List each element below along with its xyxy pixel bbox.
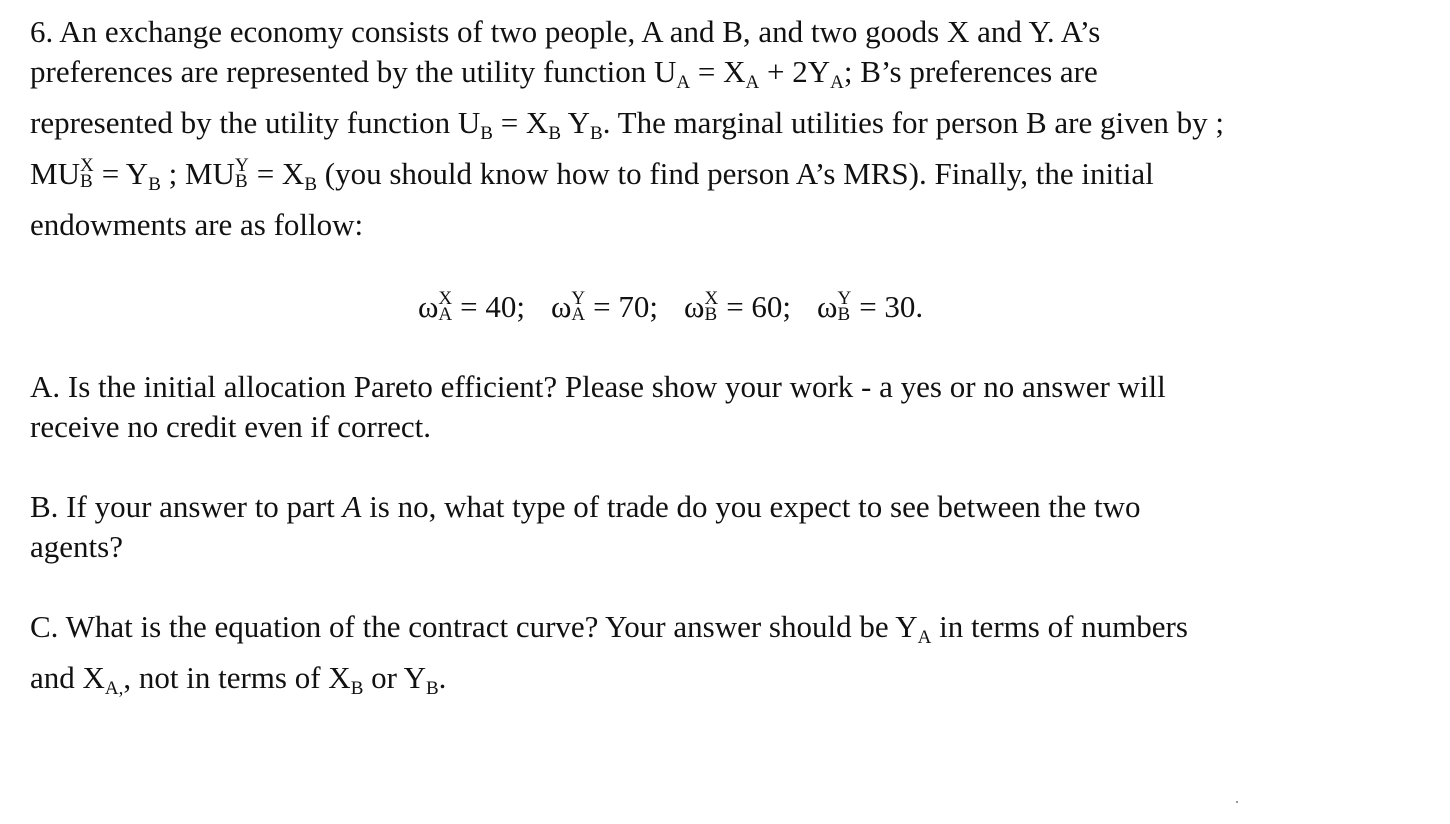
question-text: in terms of numbers: [931, 609, 1188, 644]
question-text: agents?: [30, 529, 123, 564]
intro-text: + 2Y: [759, 54, 831, 89]
intro-text: = X: [492, 105, 549, 140]
superscript: X: [704, 287, 719, 309]
subscript: A: [917, 627, 932, 648]
subscript: B: [350, 678, 364, 699]
subscript: B: [590, 123, 603, 144]
question-text: .: [438, 660, 447, 695]
subscript: A: [438, 303, 453, 325]
question-text: B. If your answer to part: [30, 489, 343, 524]
subscript: A: [830, 72, 844, 93]
endowment-value: = 40;: [452, 289, 526, 324]
question-text: C. What is the equation of the contract curve? Your answer should be Y: [30, 609, 918, 644]
superscript: X: [438, 287, 453, 309]
stray-dot: [1236, 801, 1238, 803]
intro-text: = X: [690, 54, 746, 89]
question-b-line-1: [30, 487, 1430, 527]
super-sub-stack: [79, 154, 94, 192]
subscript: A: [676, 72, 691, 93]
question-text: receive no credit even if correct.: [30, 409, 432, 444]
intro-line-5: [30, 205, 1430, 245]
superscript: Y: [837, 287, 852, 309]
subscript: B: [234, 170, 248, 192]
question-b-line-2: [30, 527, 1430, 567]
question-b: [30, 487, 1430, 567]
question-text: , not in terms of X: [123, 660, 351, 695]
subscript: B: [148, 174, 161, 195]
subscript: B: [304, 174, 318, 195]
question-text: and X: [30, 660, 105, 695]
intro-text: MU: [30, 156, 80, 191]
intro-text: Y: [561, 105, 590, 140]
question-text: A. Is the initial allocation Pareto efficient? Please show your work - a yes or no answer will: [30, 369, 1166, 404]
question-a-line-1: [30, 367, 1430, 407]
question-text: is no, what type of trade do you expect to see between the two: [361, 489, 1141, 524]
question-c-line-1: [30, 607, 1430, 658]
intro-text: 6. An exchange economy consists of two people, A and B, and two goods X and Y. A’s: [30, 14, 1101, 49]
subscript: B: [480, 123, 493, 144]
question-a-line-2: [30, 407, 1430, 447]
intro-line-3: [30, 103, 1430, 154]
italic-part-ref: A: [342, 489, 362, 524]
intro-text: preferences are represented by the utility function U: [30, 54, 677, 89]
subscript: A,: [104, 678, 124, 699]
intro-line-1: [30, 12, 1430, 52]
question-text: or Y: [363, 660, 426, 695]
question-c-line-2: [30, 658, 1430, 709]
endowment-value: = 30.: [851, 289, 924, 324]
superscript: Y: [234, 154, 249, 176]
question-c: [30, 607, 1430, 709]
intro-text: ; MU: [160, 156, 235, 191]
endowment-value: = 70;: [585, 289, 659, 324]
super-sub-stack: [234, 154, 249, 192]
endowment-value: = 60;: [718, 289, 792, 324]
super-sub-stack: [571, 287, 586, 325]
subscript: B: [704, 303, 718, 325]
intro-text: ; B’s preferences are: [843, 54, 1098, 89]
intro-text: = Y: [93, 156, 149, 191]
subscript: B: [548, 123, 561, 144]
question-a: [30, 367, 1430, 447]
subscript: A: [571, 303, 586, 325]
omega-symbol: ω: [551, 289, 572, 324]
superscript: Y: [571, 287, 586, 309]
omega-symbol: ω: [418, 289, 439, 324]
endowments-equation: [30, 287, 1430, 327]
problem-page: [30, 12, 1430, 709]
intro-text: endowments are as follow:: [30, 207, 364, 242]
intro-text: represented by the utility function U: [30, 105, 481, 140]
problem-intro: [30, 12, 1430, 245]
intro-text: (you should know how to find person A’s MRS). Finally, the initial: [317, 156, 1154, 191]
intro-line-4: [30, 154, 1430, 205]
super-sub-stack: [704, 287, 719, 325]
omega-symbol: ω: [817, 289, 838, 324]
subscript: B: [425, 678, 439, 699]
subscript: B: [837, 303, 851, 325]
super-sub-stack: [837, 287, 852, 325]
intro-text: . The marginal utilities for person B are given by ;: [602, 105, 1224, 140]
superscript: X: [79, 154, 94, 176]
subscript: B: [79, 170, 93, 192]
intro-line-2: [30, 52, 1430, 103]
subscript: A: [745, 72, 760, 93]
omega-symbol: ω: [684, 289, 705, 324]
intro-text: = X: [248, 156, 305, 191]
super-sub-stack: [438, 287, 453, 325]
